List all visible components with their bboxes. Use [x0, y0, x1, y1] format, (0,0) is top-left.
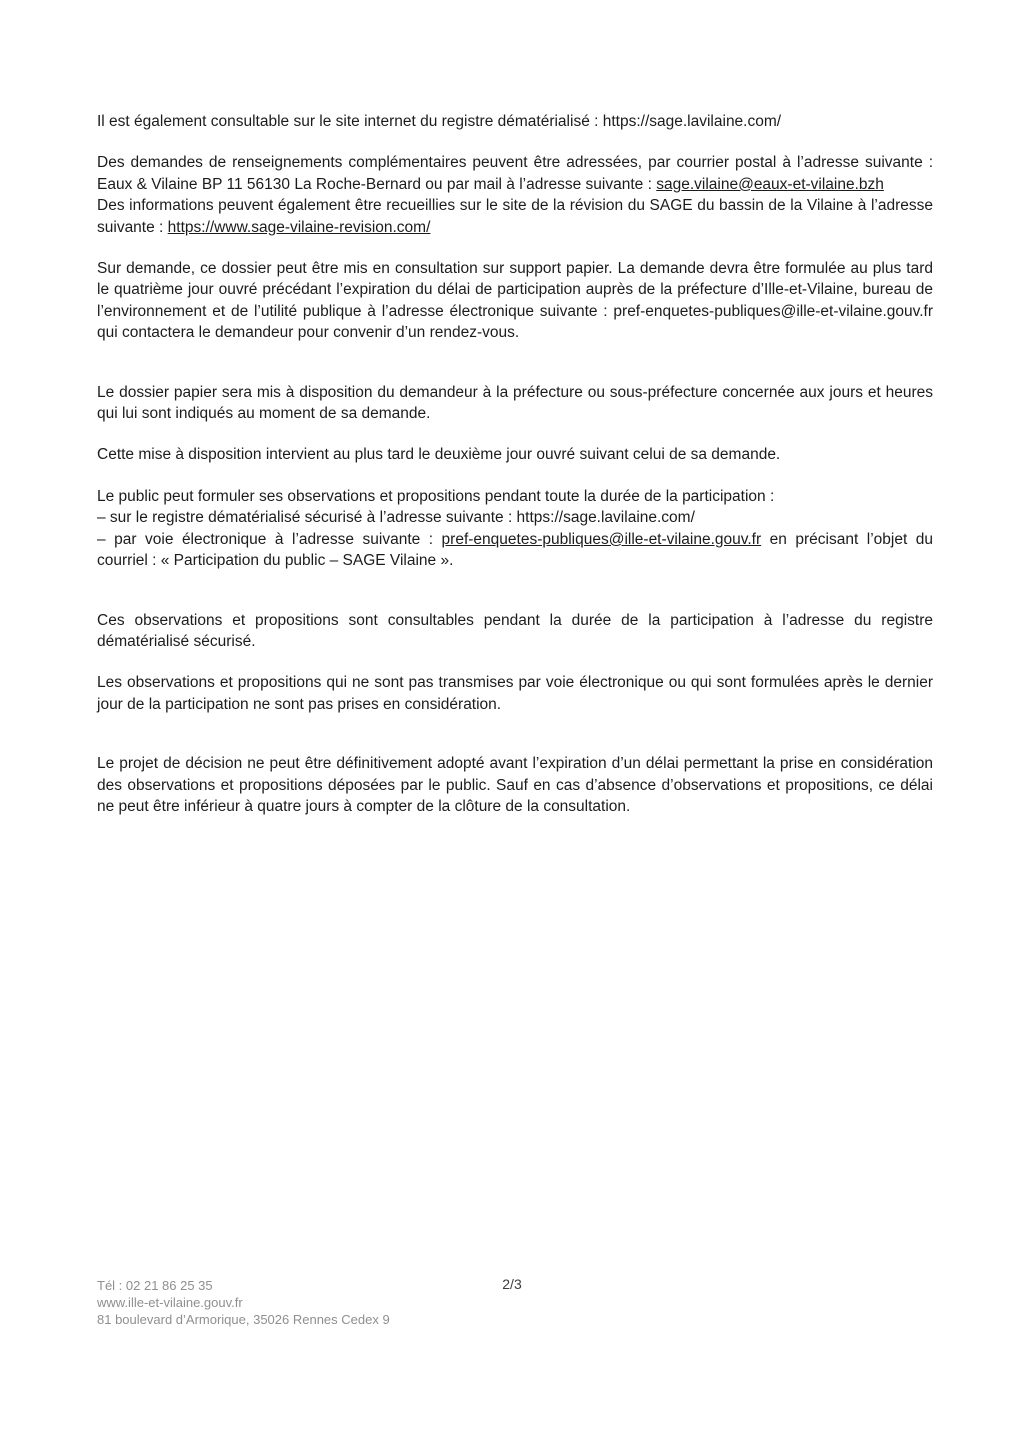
contact-renseignements-text: Des demandes de renseignements complémentaires peuvent être adressées, par courrier postal à l’adresse suivante : Eaux & Vilaine BP 11 56130 La Roche-Bernard ou par mail à l’adresse suivante :: [97, 154, 933, 193]
liste-item-voie-electronique-pre: – par voie électronique à l’adresse suivante :: [97, 530, 442, 548]
paragraph-consultation-papier: Sur demande, ce dossier peut être mis en consultation sur support papier. La demande devra être formulée au plus tard le quatrième jour ouvré précédant l’expiration du délai de participation auprès de la préfecture d’Ille-et-Vilaine, bureau de l’environnement et de l’utilité publique à l’adresse électronique suivante : pref-enquetes-publiques@ille-et-vilaine.gouv.fr qui contactera le demandeur pour convenir d’un rendez-vous.: [97, 260, 933, 342]
revision-site-link[interactable]: https://www.sage-vilaine-revision.com/: [167, 218, 431, 236]
page-body: [97, 111, 933, 837]
liste-item-voie-electronique-post: en précisant l’objet du courriel : « Participation du public – SAGE Vilaine ».: [97, 530, 933, 570]
page-number: 2/3: [502, 1276, 522, 1292]
footer-phone: Tél : 02 21 86 25 35: [97, 1278, 213, 1293]
footer-website[interactable]: www.ille-et-vilaine.gouv.fr: [97, 1295, 243, 1310]
paragraph-contact-renseignements: [97, 152, 933, 238]
paragraph-observations-consultables: Ces observations et propositions sont consultables pendant la durée de la participation à l’adresse du registre dématérialisé sécurisé.: [97, 611, 933, 650]
liste-item-registre: – sur le registre dématérialisé sécurisé à l’adresse suivante : https://sage.lavilaine.com/: [97, 509, 695, 527]
revision-info-text: Des informations peuvent également être recueillies sur le site de la révision du SAGE du bassin de la Vilaine à l’adresse suivante :: [97, 197, 933, 236]
paragraph-registre-consultable: Il est également consultable sur le site internet du registre dématérialisé : https://sage.lavilaine.com/: [97, 113, 782, 130]
email-link-sage-vilaine[interactable]: sage.vilaine@eaux-et-vilaine.bzh: [656, 175, 884, 193]
paragraph-mise-a-disposition: Cette mise à disposition intervient au plus tard le deuxième jour ouvré suivant celui de sa demande.: [97, 446, 781, 464]
paragraph-projet-decision: Le projet de décision ne peut être définitivement adopté avant l’expiration d’un délai permettant la prise en considération des observations et propositions déposées par le public. Sauf en cas d’absence d’observations et propositions, ce délai ne peut être inférieur à quatre jours à compter de la clôture de la consultation.: [97, 755, 933, 815]
email-link-pref-enquetes[interactable]: pref-enquetes-publiques@ille-et-vilaine.gouv.fr: [441, 530, 762, 548]
paragraph-observations-liste: [97, 486, 933, 572]
paragraph-dossier-papier: Le dossier papier sera mis à disposition du demandeur à la préfecture ou sous-préfecture concernée aux jours et heures qui lui sont indiqués au moment de sa demande.: [97, 383, 933, 423]
paragraph-observations-non-transmises: Les observations et propositions qui ne sont pas transmises par voie électronique ou qui sont formulées après le dernier jour de la participation ne sont pas prises en considération.: [97, 674, 933, 713]
footer-address: 81 boulevard d’Armorique, 35026 Rennes Cedex 9: [97, 1312, 390, 1327]
observations-intro-text: Le public peut formuler ses observations et propositions pendant toute la durée de la participation :: [97, 487, 775, 505]
